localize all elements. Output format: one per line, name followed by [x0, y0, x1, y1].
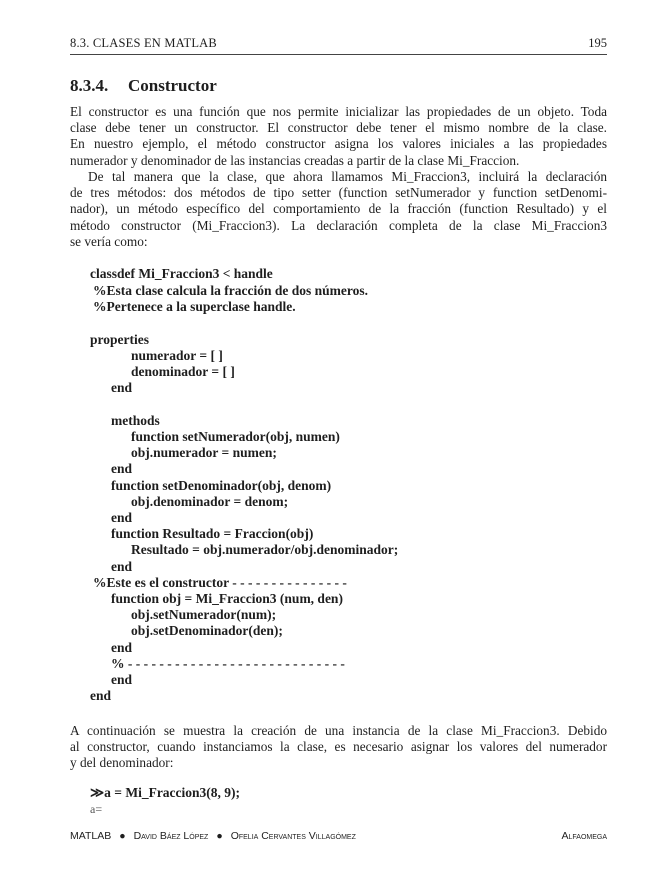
code-line: Resultado = obj.numerador/obj.denominador; [131, 542, 399, 557]
text-line: El constructor es una función que nos permite inicializar las propiedades de un objeto. Toda [70, 104, 607, 119]
text-line: nador), un método específico del comportamiento de la fracción (function Resultado) y el [70, 201, 607, 217]
text-line: método constructor (Mi_Fraccion3). La declaración completa de la clase Mi_Fraccion3 [70, 217, 607, 233]
footer-author-2: Ofelia Cervantes Villagómez [230, 830, 356, 842]
header-section-title: 8.3. CLASES EN MATLAB [70, 36, 217, 50]
code-line: classdef Mi_Fraccion3 < handle [90, 266, 273, 281]
section-heading-text: Constructor [128, 76, 217, 95]
code-line: denominador = [ ] [131, 364, 235, 379]
text-line: al constructor, cuando instanciamos la clase, es necesario asignar los valores del numerador [70, 739, 607, 755]
code-line: %Pertenece a la superclase handle. [93, 299, 296, 314]
section-heading [70, 76, 217, 96]
page-footer [70, 830, 607, 846]
code-line: properties [90, 332, 149, 347]
footer-book: MATLAB [70, 830, 112, 842]
bullet-icon: ● [216, 830, 223, 842]
code-line: %Este es el constructor - - - - - - - - - - - - - - - [93, 575, 347, 590]
code-line: % - - - - - - - - - - - - - - - - - - - - - - - - - - - - [111, 656, 345, 671]
code-line: obj.denominador = denom; [131, 494, 289, 509]
text-line: se vería como: [70, 233, 148, 249]
code-line: methods [111, 413, 160, 428]
text-line: De tal manera que la clase, que ahora llamamos Mi_Fraccion3, incluirá la declaración [88, 169, 607, 184]
code-line: %Esta clase calcula la fracción de dos números. [93, 283, 368, 298]
code-line: end [111, 510, 133, 525]
footer-credits [70, 830, 356, 842]
code-line: function obj = Mi_Fraccion3 (num, den) [111, 591, 343, 606]
section-number: 8.3.4. [70, 76, 109, 95]
page-number: 195 [588, 36, 607, 50]
code-line: function setDenominador(obj, denom) [111, 478, 332, 493]
code-line: obj.numerador = numen; [131, 445, 277, 460]
paragraph-instance-creation [70, 723, 607, 772]
text-line: numerador y denominador de las instancias creadas a partir de la clase Mi_Fraccion. [70, 152, 520, 168]
running-header [70, 36, 607, 55]
code-line: end [111, 461, 133, 476]
code-line: end [90, 688, 112, 703]
code-line: end [111, 640, 133, 655]
command-line: ≫a = Mi_Fraccion3(8, 9); [90, 785, 241, 800]
code-line: end [111, 672, 133, 687]
code-line: function Resultado = Fraccion(obj) [111, 526, 314, 541]
paragraph-constructor-intro [70, 104, 607, 169]
command-output: a= [90, 802, 103, 816]
code-line: numerador = [ ] [131, 348, 223, 363]
footer-publisher: Alfaomega [561, 830, 607, 842]
code-line: obj.setNumerador(num); [131, 607, 277, 622]
paragraph-class-description [70, 169, 607, 250]
code-line: obj.setDenominador(den); [131, 623, 283, 638]
text-line: En nuestro ejemplo, el método constructor asigna los valores iniciales a las propiedades [70, 136, 607, 152]
text-line: y del denominador: [70, 755, 174, 771]
code-line: function setNumerador(obj, numen) [131, 429, 340, 444]
footer-author-1: David Báez López [133, 830, 209, 842]
code-line: end [111, 559, 133, 574]
text-line: clase debe tener un constructor. El constructor debe tener el mismo nombre de la clase. [70, 120, 607, 136]
code-line: end [111, 380, 133, 395]
text-line: A continuación se muestra la creación de una instancia de la clase Mi_Fraccion3. Debido [70, 723, 607, 738]
text-line: de tres métodos: dos métodos de tipo setter (function setNumerador y function setDenomi- [70, 185, 607, 201]
bullet-icon: ● [119, 830, 126, 842]
